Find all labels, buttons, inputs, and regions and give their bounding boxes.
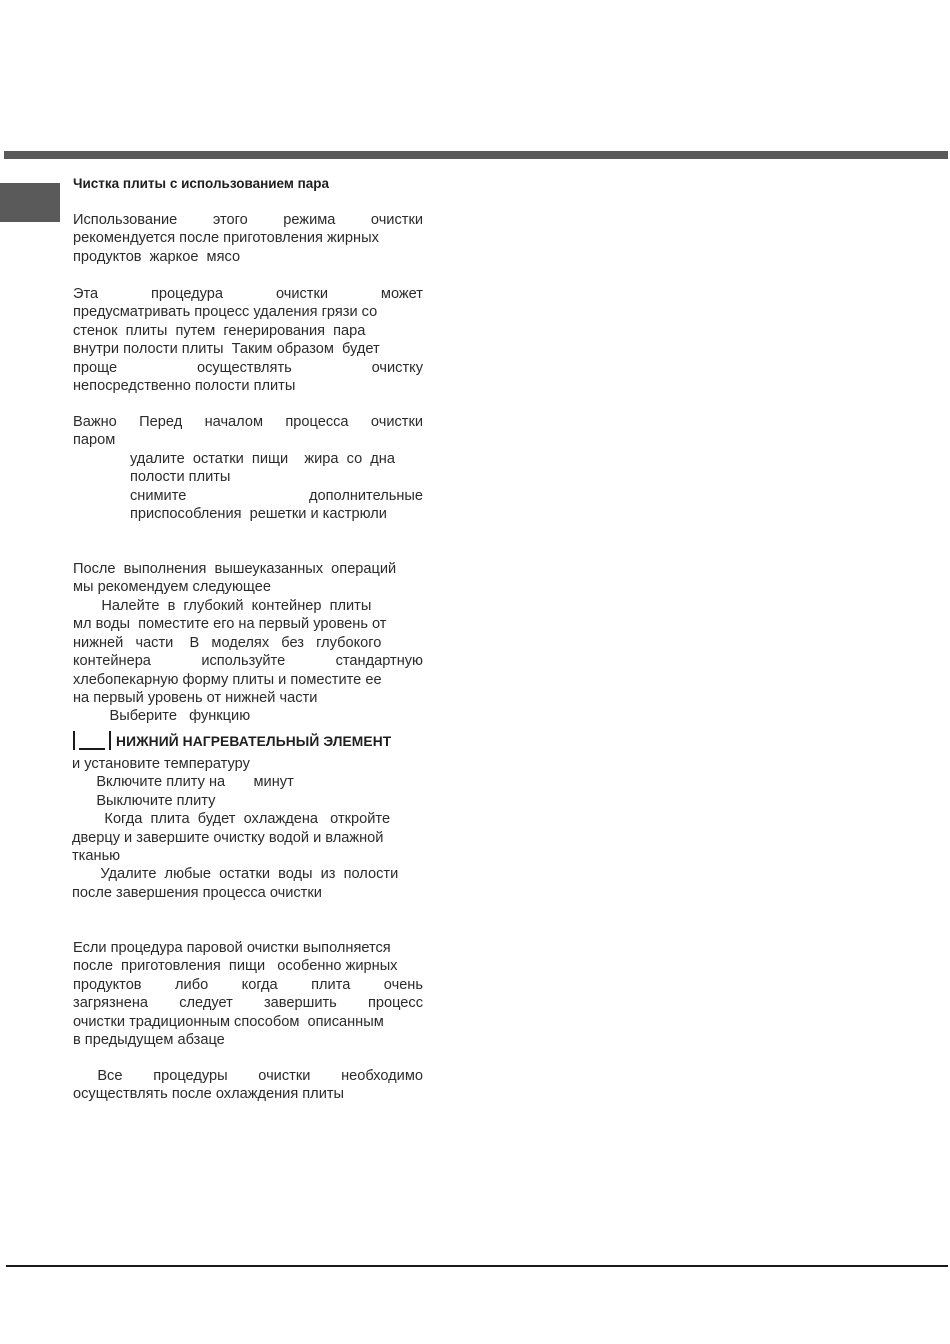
word: снимите [130,487,187,504]
step-line: тканью [72,848,121,865]
word: Все [73,1068,123,1084]
step-line: Выключите плиту [72,792,216,809]
word: дополнительные [309,487,423,504]
word: очистки [275,286,329,302]
top-divider [4,151,948,159]
important-line: паром [73,432,116,449]
word: стандартную [335,653,423,670]
note-line: Если процедура паровой очистки выполняется [73,940,391,956]
word: осуществлять [196,359,292,376]
word: очистку [371,359,423,376]
note-line: очистки традиционным способом описанным [73,1013,384,1030]
word: плита [311,976,351,993]
step-1-line [73,652,423,670]
word: очень [383,976,423,993]
step-1-line: мл воды поместите его на первый уровень от [73,616,387,633]
note-line [73,994,423,1012]
procedure-line: внутри полости плиты Таким образом будет [73,341,380,358]
bullet-item-line: удалите остатки пищи жира со дна [130,451,395,467]
note-line [73,976,423,994]
step-1-line: Налейте в глубокий контейнер плиты [73,598,372,614]
steps-continued [72,755,423,902]
step-line: Когда плита будет охлаждена откройте [72,811,391,828]
intro-paragraph [73,211,423,266]
step-line: и установите температуру [72,756,250,772]
step-1-line: хлебопекарную форму плиты и поместите ее [73,671,382,688]
word: когда [241,976,278,993]
section-title: Чистка плиты с использованием пара [73,176,330,191]
final-line [73,1067,423,1085]
word: следует [179,995,233,1012]
step-1 [73,597,423,726]
heating-element-row [72,730,391,752]
note-paragraph [73,939,423,1049]
word: этого [212,212,248,228]
word: может [380,286,423,302]
word: проще [73,359,118,376]
bullet-item-line [130,487,423,505]
word: Перед [139,414,183,430]
word: Важно [73,414,117,430]
step-line: Включите плиту на минут [72,774,294,791]
procedure-paragraph [73,285,423,395]
word: процесса [285,414,349,430]
word: процедура [151,286,224,302]
word: продуктов [73,976,142,993]
step-line: Удалите любые остатки воды из полости [72,866,399,883]
bullet-item-line: приспособления решетки и кастрюли [130,506,387,523]
heating-element-label: НИЖНИЙ НАГРЕВАТЕЛЬНЫЙ ЭЛЕМЕНТ [116,733,392,749]
intro-line [73,211,423,229]
word: Использование [73,212,178,228]
steps-intro [73,560,423,597]
important-bullet-list [130,450,423,524]
note-line: в предыдущем абзаце [73,1032,225,1049]
word: Эта [73,286,99,302]
intro-line: продуктов жаркое мясо [73,248,241,265]
word: завершить [263,995,337,1012]
word: загрязнена [73,995,149,1012]
bottom-heating-element-icon [72,731,112,751]
section-tab-marker [0,183,60,222]
word: режима [283,212,336,228]
word: очистки [370,414,423,430]
intro-line: рекомендуется после приготовления жирных [73,230,379,247]
final-line: осуществлять после охлаждения плиты [73,1086,345,1103]
procedure-line [73,359,423,377]
step-line: дверцу и завершите очистку водой и влажной [72,829,384,846]
word: используйте [201,653,286,670]
word: необходимо [341,1068,423,1084]
bottom-divider [6,1265,948,1267]
word: очистки [370,212,423,228]
procedure-line: стенок плиты путем генерирования пара [73,322,366,339]
note-line: после приготовления пищи особенно жирных [73,958,398,975]
bullet-item-line: полости плиты [130,469,231,486]
steps-intro-line: После выполнения вышеуказанных операций [73,561,397,577]
step-2: Выберите функцию [73,708,251,725]
steps-intro-line: мы рекомендуем следующее [73,579,271,596]
important-line [73,413,423,431]
word: контейнера [73,653,151,670]
word: либо [175,976,209,993]
procedure-line: предусматривать процесс удаления грязи со [73,304,378,321]
word: очистки [258,1068,311,1084]
step-line: после завершения процесса очистки [72,884,322,901]
word: началом [204,414,263,430]
important-paragraph [73,413,423,450]
word: процедуры [153,1068,228,1084]
word: процесс [367,995,423,1012]
final-paragraph [73,1067,423,1104]
procedure-line [73,285,423,303]
step-1-line: на первый уровень от нижней части [73,690,318,707]
procedure-line: непосредственно полости плиты [73,378,296,395]
step-1-line: нижней части В моделях без глубокого [73,634,382,651]
